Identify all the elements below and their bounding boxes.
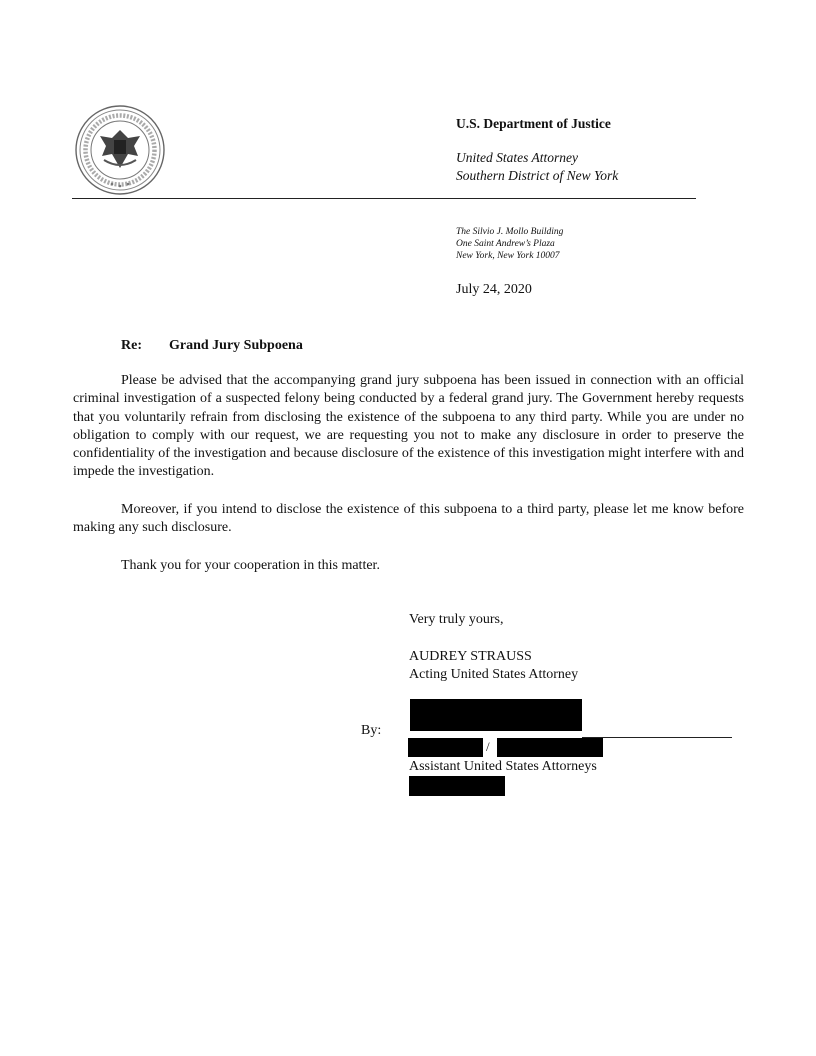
assistant-title: Assistant United States Attorneys	[409, 759, 597, 774]
subject-line	[121, 338, 303, 354]
signer-title: Acting United States Attorney	[409, 667, 579, 683]
body-paragraph: Thank you for your cooperation in this matter.	[121, 558, 380, 573]
redacted-contact	[409, 776, 505, 796]
office-line: United States Attorney	[456, 150, 578, 165]
signer-block	[409, 648, 578, 685]
department-name: U.S. Department of Justice	[456, 116, 611, 131]
office-line: Southern District of New York	[456, 168, 619, 183]
redacted-name	[497, 738, 603, 757]
signature-line	[582, 737, 732, 738]
address-line: The Silvio J. Mollo Building	[456, 227, 564, 237]
body-paragraph: Please be advised that the accompanying grand jury subpoena has been issued in connection with an official criminal investigation of a suspected felony being conducted by a federal grand jury. The Government hereby requests that you voluntarily refrain from disclosing the existence of the subpoena to any third party. While you are under no obligation to comply with our request, we are requesting you not to make any disclosure in order to preserve the confidentiality of the investigation and because disclosure of the existence of this investigation might interfere with and impede the investigation.	[73, 373, 744, 480]
letter-date: July 24, 2020	[456, 282, 532, 297]
signer-name: AUDREY STRAUSS	[409, 649, 532, 664]
body-paragraph: Moreover, if you intend to disclose the existence of this subpoena to a third party, please let me know before making any such disclosure.	[73, 502, 744, 536]
address-line: New York, New York 10007	[456, 251, 560, 262]
letterhead-divider	[72, 198, 696, 199]
office-address	[456, 226, 563, 263]
name-separator: /	[486, 739, 490, 754]
redacted-signature	[410, 699, 582, 731]
by-label: By:	[361, 723, 382, 738]
address-line: One Saint Andrew’s Plaza	[456, 239, 555, 250]
doj-seal-icon	[74, 104, 166, 196]
office-name	[456, 149, 618, 185]
subject-text: Grand Jury Subpoena	[169, 338, 303, 353]
closing: Very truly yours,	[409, 612, 504, 627]
subject-label: Re:	[121, 338, 142, 353]
redacted-name	[408, 738, 483, 757]
